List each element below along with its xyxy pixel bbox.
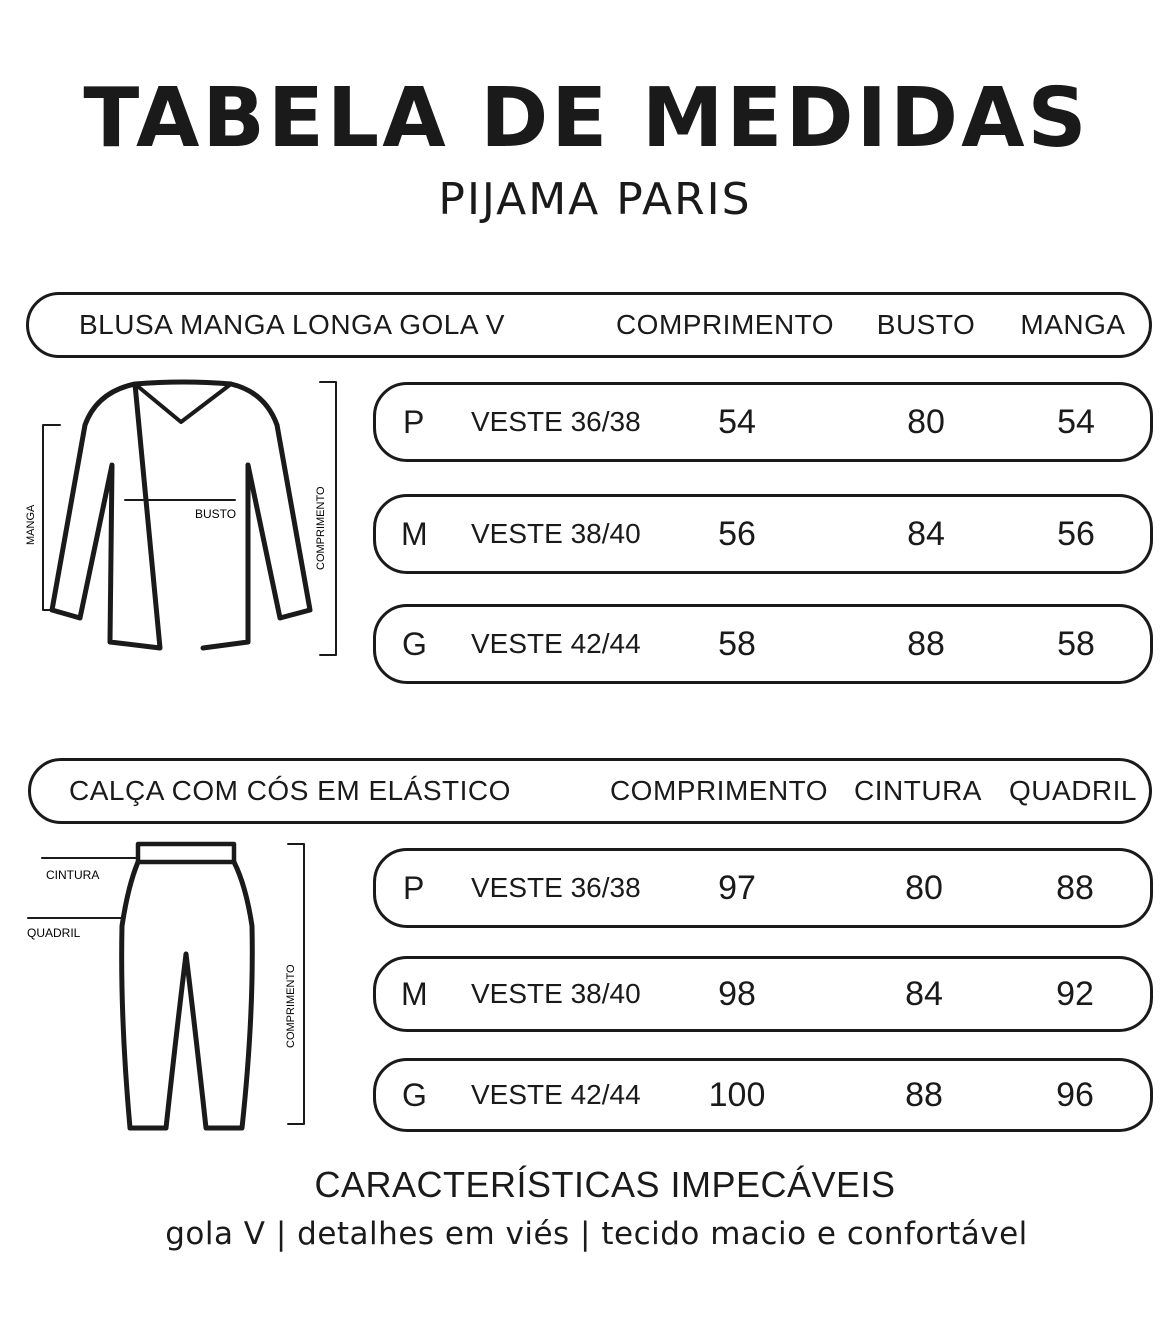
calca-row-g (373, 1058, 1153, 1132)
busto-value: 88 (907, 624, 945, 663)
page-subtitle: PIJAMA PARIS (438, 174, 752, 225)
quadril-value: 92 (1056, 974, 1094, 1013)
size-label: P (403, 403, 425, 440)
veste-label: VESTE 36/38 (471, 406, 641, 437)
comprimento-value: 58 (718, 624, 756, 663)
busto-label: BUSTO (195, 507, 237, 521)
veste-label: VESTE 38/40 (471, 978, 641, 1009)
blusa-illustration (15, 370, 365, 670)
cintura-value: 80 (905, 868, 943, 907)
blusa-row-g (373, 604, 1153, 684)
calca-illustration (20, 836, 350, 1136)
blusa-row-p (373, 382, 1153, 462)
size-label: M (401, 975, 428, 1012)
cintura-value: 84 (905, 974, 943, 1013)
calca-label: CALÇA COM CÓS EM ELÁSTICO (69, 775, 511, 806)
size-label: M (401, 515, 428, 552)
blusa-header (26, 292, 1152, 358)
manga-value: 58 (1057, 624, 1095, 663)
manga-value: 56 (1057, 514, 1095, 553)
size-label: P (403, 869, 425, 906)
blusa-col-comprimento: COMPRIMENTO (615, 309, 835, 340)
size-label: G (402, 1076, 427, 1113)
busto-value: 84 (907, 514, 945, 553)
quadril-value: 88 (1056, 868, 1094, 907)
cintura-label: CINTURA (46, 868, 100, 882)
manga-value: 54 (1057, 402, 1095, 441)
size-label: G (402, 625, 427, 662)
comprimento-value: 98 (718, 974, 756, 1013)
manga-label: MANGA (25, 504, 37, 545)
comprimento-value: 100 (708, 1075, 766, 1114)
comprimento-label: COMPRIMENTO (285, 964, 297, 1048)
blusa-col-busto: BUSTO (876, 309, 976, 340)
calca-col-comprimento: COMPRIMENTO (609, 775, 829, 806)
cintura-value: 88 (905, 1075, 943, 1114)
calca-row-m (373, 956, 1153, 1032)
calca-row-p (373, 848, 1153, 928)
quadril-label: QUADRIL (27, 926, 81, 940)
blusa-col-manga: MANGA (1020, 309, 1126, 340)
veste-label: VESTE 36/38 (471, 872, 641, 903)
features-text: gola V | detalhes em viés | tecido macio e confortável (165, 1216, 1028, 1252)
blusa-row-m (373, 494, 1153, 574)
veste-label: VESTE 42/44 (471, 1079, 641, 1110)
shirt-v-neck (135, 384, 231, 422)
veste-label: VESTE 38/40 (471, 518, 641, 549)
pants-waistband (138, 844, 234, 862)
calca-header (28, 758, 1152, 824)
comprimento-value: 56 (718, 514, 756, 553)
quadril-value: 96 (1056, 1075, 1094, 1114)
page-title: TABELA DE MEDIDAS (83, 71, 1090, 166)
veste-label: VESTE 42/44 (471, 628, 641, 659)
busto-value: 80 (907, 402, 945, 441)
calca-col-quadril: QUADRIL (1009, 775, 1137, 806)
calca-col-cintura: CINTURA (854, 775, 982, 806)
comprimento-label: COMPRIMENTO (315, 486, 327, 570)
features-title: CARACTERÍSTICAS IMPECÁVEIS (314, 1164, 896, 1205)
comprimento-value: 54 (718, 402, 756, 441)
comprimento-value: 97 (718, 868, 756, 907)
pants-outline (122, 862, 253, 1128)
blusa-label: BLUSA MANGA LONGA GOLA V (79, 309, 505, 340)
